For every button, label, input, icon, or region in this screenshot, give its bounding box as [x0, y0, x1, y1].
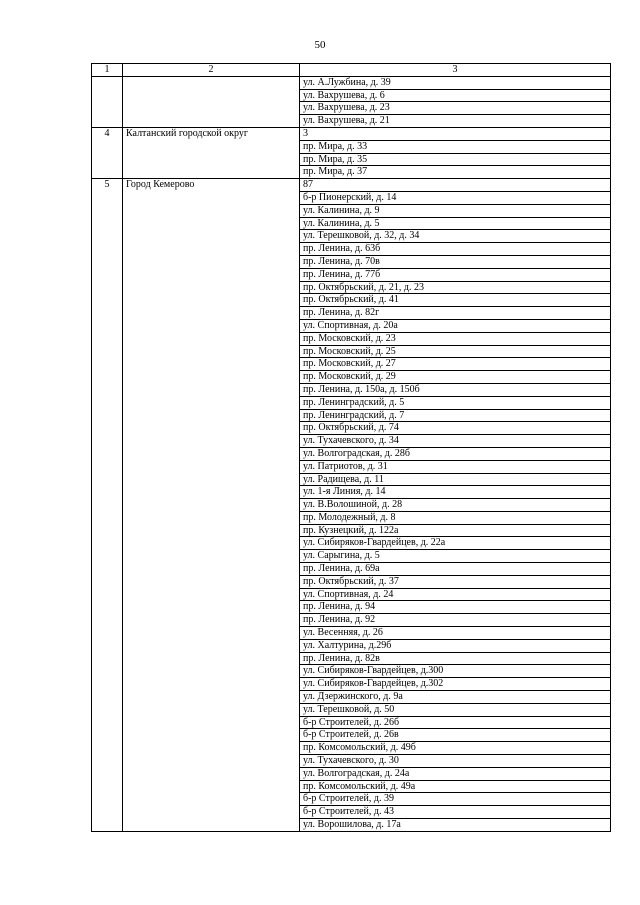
address-cell: ул. Халтурина, д.29б: [300, 639, 611, 652]
address-cell: ул. 1-я Линия, д. 14: [300, 486, 611, 499]
address-cell: ул. Волгоградская, д. 24а: [300, 767, 611, 780]
address-cell: ул. Весенняя, д. 26: [300, 627, 611, 640]
address-cell: пр. Комсомольский, д. 49а: [300, 780, 611, 793]
address-cell: пр. Ленинградский, д. 7: [300, 409, 611, 422]
address-cell: пр. Мира, д. 37: [300, 166, 611, 179]
address-cell: пр. Ленина, д. 94: [300, 601, 611, 614]
address-cell: пр. Октябрьский, д. 21, д. 23: [300, 281, 611, 294]
address-cell: ул. Вахрушева, д. 23: [300, 102, 611, 115]
address-cell: пр. Ленина, д. 77б: [300, 268, 611, 281]
address-cell: ул. Спортивная, д. 24: [300, 588, 611, 601]
address-cell: ул. Сарыгина, д. 5: [300, 550, 611, 563]
address-cell: ул. Ворошилова, д. 17а: [300, 819, 611, 832]
address-cell: пр. Октябрьский, д. 74: [300, 422, 611, 435]
address-cell: б-р Строителей, д. 39: [300, 793, 611, 806]
address-cell: ул. Терешковой, д. 32, д. 34: [300, 230, 611, 243]
address-cell: пр. Московский, д. 27: [300, 358, 611, 371]
address-cell: б-р Строителей, д. 26в: [300, 729, 611, 742]
address-cell: пр. Октябрьский, д. 37: [300, 575, 611, 588]
address-cell: б-р Пионерский, д. 14: [300, 191, 611, 204]
address-cell: пр. Молодежный, д. 8: [300, 511, 611, 524]
address-cell: пр. Мира, д. 33: [300, 140, 611, 153]
address-cell: 3: [300, 127, 611, 140]
column-header-address: 3: [300, 64, 611, 77]
group-number-cell: 4: [92, 127, 123, 178]
address-cell: пр. Ленина, д. 69а: [300, 563, 611, 576]
address-cell: ул. Сибиряков-Гвардейцев, д.300: [300, 665, 611, 678]
municipality-name-cell: [123, 76, 300, 127]
address-cell: ул. Патриотов, д. 31: [300, 460, 611, 473]
address-cell: ул. Спортивная, д. 20а: [300, 319, 611, 332]
address-cell: ул. Тухачевского, д. 30: [300, 755, 611, 768]
address-cell: пр. Московский, д. 23: [300, 332, 611, 345]
address-cell: пр. Октябрьский, д. 41: [300, 294, 611, 307]
address-cell: пр. Ленинградский, д. 5: [300, 396, 611, 409]
address-cell: пр. Московский, д. 29: [300, 371, 611, 384]
address-cell: ул. Вахрушева, д. 6: [300, 89, 611, 102]
address-cell: пр. Ленина, д. 63б: [300, 243, 611, 256]
address-cell: ул. Калинина, д. 9: [300, 204, 611, 217]
address-cell: ул. Тухачевского, д. 34: [300, 435, 611, 448]
address-cell: пр. Кузнецкий, д. 122а: [300, 524, 611, 537]
address-cell: пр. Ленина, д. 82в: [300, 652, 611, 665]
address-cell: ул. Сибиряков-Гвардейцев, д. 22а: [300, 537, 611, 550]
table-row: [92, 127, 611, 140]
address-cell: ул. Дзержинского, д. 9а: [300, 691, 611, 704]
column-header-municipality: 2: [123, 64, 300, 77]
address-cell: ул. Сибиряков-Гвардейцев, д.302: [300, 678, 611, 691]
address-cell: ул. Вахрушева, д. 21: [300, 115, 611, 128]
page-number: 50: [314, 39, 326, 51]
group-number-cell: 5: [92, 179, 123, 832]
address-cell: пр. Ленина, д. 82г: [300, 307, 611, 320]
municipality-name-cell: Калтанский городской округ: [123, 127, 300, 178]
address-cell: ул. Радищева, д. 11: [300, 473, 611, 486]
table-body: [92, 76, 611, 831]
address-cell: пр. Комсомольский, д. 49б: [300, 742, 611, 755]
address-cell: б-р Строителей, д. 26б: [300, 716, 611, 729]
address-cell: б-р Строителей, д. 43: [300, 806, 611, 819]
address-cell: 87: [300, 179, 611, 192]
table-row: [92, 76, 611, 89]
group-number-cell: [92, 76, 123, 127]
address-cell: пр. Мира, д. 35: [300, 153, 611, 166]
address-cell: ул. Волгоградская, д. 28б: [300, 447, 611, 460]
table-row: [92, 179, 611, 192]
address-cell: пр. Ленина, д. 150а, д. 150б: [300, 383, 611, 396]
address-cell: пр. Московский, д. 25: [300, 345, 611, 358]
address-cell: ул. В.Волошиной, д. 28: [300, 499, 611, 512]
address-cell: ул. Терешковой, д. 50: [300, 703, 611, 716]
address-cell: ул. Калинина, д. 5: [300, 217, 611, 230]
address-cell: ул. А.Лужбина, д. 39: [300, 76, 611, 89]
addresses-table: [91, 63, 611, 832]
column-header-number: 1: [92, 64, 123, 77]
table-header-row: [92, 64, 611, 77]
municipality-name-cell: Город Кемерово: [123, 179, 300, 832]
address-cell: пр. Ленина, д. 70в: [300, 255, 611, 268]
address-cell: пр. Ленина, д. 92: [300, 614, 611, 627]
